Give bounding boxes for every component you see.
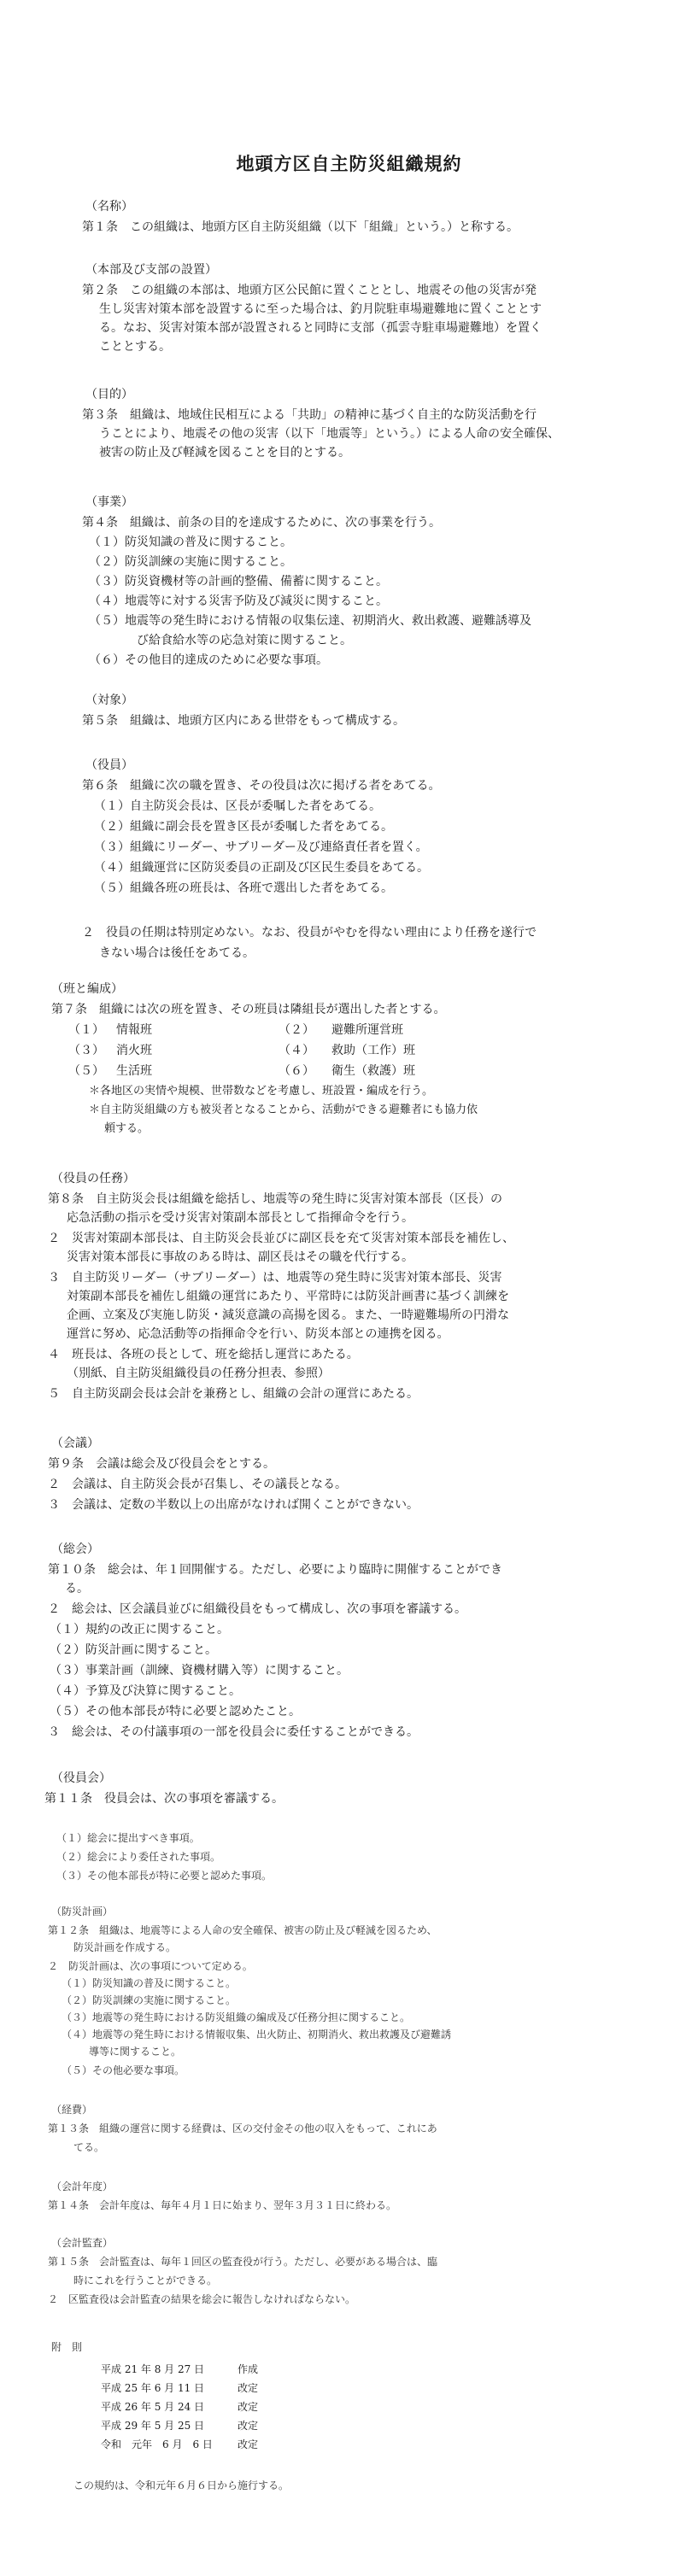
article-text: ２ 区監査役は会計監査の結果を総会に報告しなければならない。 xyxy=(48,2293,356,2305)
revision-action: 改定 xyxy=(238,2382,259,2394)
article-text: （別紙、自主防災組織役員の任務分担表、参照） xyxy=(67,1367,330,1380)
team-name: 情報班 xyxy=(116,1023,152,1037)
article-number: 第４条 xyxy=(82,516,118,530)
section-caption: （班と編成） xyxy=(51,982,123,996)
team-name: 生活班 xyxy=(116,1064,152,1078)
revision-date: 平成 29 年 5 月 25 日 xyxy=(101,2420,205,2432)
article-text: る。なお、災害対策本部が設置されると同時に支部（孤雲寺駐車場避難地）を置く xyxy=(99,321,542,335)
team-name: 救助（工作）班 xyxy=(331,1044,415,1057)
list-item: （５）その他本部長が特に必要と認めたこと。 xyxy=(50,1705,301,1718)
article-number: 第５条 xyxy=(82,714,118,728)
section-caption: （経費） xyxy=(51,2104,93,2116)
section-caption: （本部及び支部の設置） xyxy=(85,263,217,277)
team-number: （５） xyxy=(68,1064,104,1078)
section-caption: （役員） xyxy=(85,758,133,772)
article-text: 運営に努め、応急活動等の指揮命令を行い、防災本部との連携を図る。 xyxy=(67,1327,449,1341)
revision-row xyxy=(101,2398,258,2415)
article-text: この組織の本部は、地頭方区公民館に置くこととし、地震その他の災害が発 xyxy=(130,284,537,297)
section-caption: （名称） xyxy=(85,200,133,214)
article-text: 第１３条 組織の運営に関する経費は、区の交付金その他の収入をもって、これにあ xyxy=(48,2122,437,2134)
team-number: （４） xyxy=(279,1044,314,1057)
team-number: （６） xyxy=(279,1064,314,1078)
article-text: 第１０条 総会は、年１回開催する。ただし、必要により臨時に開催することができ xyxy=(48,1563,502,1577)
section-caption: （事業） xyxy=(85,495,133,509)
revision-row xyxy=(101,2436,258,2453)
revision-date: 令和 元年 6 月 6 日 xyxy=(101,2438,213,2450)
team-number: （２） xyxy=(279,1023,314,1037)
article-text: うことにより、地震その他の災害（以下「地震等」という。）による人命の安全確保、 xyxy=(99,427,560,441)
article-text: 被害の防止及び軽減を図ることを目的とする。 xyxy=(99,446,350,460)
article-text: ５ 自主防災副会長は会計を兼務とし、組織の会計の運営にあたる。 xyxy=(48,1387,419,1401)
section-caption: （役員会） xyxy=(51,1771,111,1785)
article-text: 応急活動の指示を受け災害対策副本部長として指揮命令を行う。 xyxy=(67,1211,414,1225)
article-lead: 組織には次の班を置き、その班員は隣組長が選出した者とする。 xyxy=(99,1003,446,1016)
article-text: こととする。 xyxy=(99,340,171,354)
list-item: （３）地震等の発生時における防災組織の編成及び任務分担に関すること。 xyxy=(62,2011,411,2023)
team-number: （３） xyxy=(68,1044,104,1057)
revision-action: 改定 xyxy=(238,2438,259,2450)
article-text: ３ 会議は、定数の半数以上の出席がなければ開くことができない。 xyxy=(48,1498,419,1512)
paragraph-line: きない場合は後任をあてる。 xyxy=(99,946,255,960)
article-text: 第９条 会議は総会及び役員会をとする。 xyxy=(48,1457,275,1471)
list-item: （１）総会に提出すべき事項。 xyxy=(56,1832,200,1844)
article-lead: 組織は、前条の目的を達成するために、次の事業を行う。 xyxy=(130,516,441,530)
list-item: （６）その他目的達成のために必要な事項。 xyxy=(89,653,328,667)
list-item: （２）組織に副会長を置き区長が委嘱した者をあてる。 xyxy=(94,820,393,834)
list-item: 導等に関すること。 xyxy=(89,2046,182,2058)
article-text: 第８条 自主防災会長は組織を総括し、地震等の発生時に災害対策本部長（区長）の xyxy=(48,1192,502,1206)
list-item: （２）防災訓練の実施に関すること。 xyxy=(89,555,292,569)
team-number: （１） xyxy=(68,1023,104,1037)
article-text: 組織は、地域住民相互による「共助」の精神に基づく自主的な防災活動を行 xyxy=(130,408,537,422)
section-caption: （対象） xyxy=(85,694,133,707)
article-text: 第１４条 会計年度は、毎年４月１日に始まり、翌年３月３１日に終わる。 xyxy=(48,2199,397,2211)
revision-action: 改定 xyxy=(238,2401,259,2413)
team-name: 避難所運営班 xyxy=(331,1023,403,1037)
revision-action: 改定 xyxy=(238,2420,259,2432)
note-line: 頼する。 xyxy=(104,1122,150,1135)
list-item: （３）その他本部長が特に必要と認めた事項。 xyxy=(56,1870,273,1882)
article-text: てる。 xyxy=(73,2141,105,2153)
revision-date: 平成 25 年 6 月 11 日 xyxy=(101,2382,205,2394)
article-text: 生し災害対策本部を設置するに至った場合は、釣月院駐車場避難地に置くこととす xyxy=(99,302,542,316)
article-text: ３ 自主防災リーダー（サブリーダー）は、地震等の発生時に災害対策本部長、災害 xyxy=(48,1271,502,1285)
note-line: ＊自主防災組織の方も被災者となることから、活動ができる避難者にも協力依 xyxy=(89,1104,478,1116)
article-text: 時にこれを行うことができる。 xyxy=(73,2274,218,2286)
revision-row xyxy=(101,2417,258,2434)
article-lead: 組織に次の職を置き、その役員は次に掲げる者をあてる。 xyxy=(130,779,441,793)
revision-row xyxy=(101,2361,258,2378)
article-text: ３ 総会は、その付議事項の一部を役員会に委任することができる。 xyxy=(48,1725,419,1739)
list-item: （４）地震等の発生時における情報収集、出火防止、初期消火、救出救護及び避難誘 xyxy=(62,2029,452,2040)
list-item: （４）組織運営に区防災委員の正副及び区民生委員をあてる。 xyxy=(94,861,429,875)
article-text: 第１１条 役員会は、次の事項を審議する。 xyxy=(44,1792,284,1806)
section-caption: （会議） xyxy=(51,1437,99,1450)
section-caption: （役員の任務） xyxy=(51,1172,135,1186)
section-caption: （目的） xyxy=(85,388,133,401)
list-item: び給食給水等の応急対策に関すること。 xyxy=(137,634,352,647)
list-item: （３）防災資機材等の計画的整備、備蓄に関すること。 xyxy=(89,575,388,588)
list-item: （３）事業計画（訓練、資機材購入等）に関すること。 xyxy=(50,1664,349,1677)
note-line: ＊各地区の実情や規模、世帯数などを考慮し、班設置・編成を行う。 xyxy=(89,1085,434,1098)
revision-row xyxy=(101,2380,258,2397)
article-text: 第１２条 組織は、地震等による人命の安全確保、被害の防止及び軽減を図るため、 xyxy=(48,1924,437,1936)
article-text: ２ 防災計画は、次の事項について定める。 xyxy=(48,1960,253,1972)
article-text: ２ 災害対策副本部長は、自主防災会長並びに副区長を充て災害対策本部長を補佐し、 xyxy=(48,1232,514,1245)
section-caption: （総会） xyxy=(51,1543,99,1556)
revision-action: 作成 xyxy=(238,2363,259,2375)
article-text: 対策副本部長を補佐し組織の運営にあたり、平常時には防災計画書に基づく訓練を xyxy=(67,1290,509,1303)
list-item: （５）その他必要な事項。 xyxy=(62,2064,185,2076)
revision-date: 平成 26 年 5 月 24 日 xyxy=(101,2401,205,2413)
article-number: 第７条 xyxy=(51,1003,87,1016)
list-item: （４）予算及び決算に関すること。 xyxy=(50,1684,241,1698)
list-item: （１）防災知識の普及に関すること。 xyxy=(89,536,292,549)
article-text: る。 xyxy=(65,1582,89,1595)
revision-date: 平成 21 年 8 月 27 日 xyxy=(101,2363,205,2375)
article-text: ２ 会議は、自主防災会長が召集し、その議長となる。 xyxy=(48,1478,347,1491)
list-item: （１）規約の改正に関すること。 xyxy=(50,1623,229,1636)
appendix-heading: 附 則 xyxy=(51,2341,83,2353)
article-text: 災害対策本部長に事故のある時は、副区長はその職を代行する。 xyxy=(67,1250,414,1264)
list-item: （２）総会により委任された事項。 xyxy=(56,1851,221,1863)
article-text: ４ 班長は、各班の長として、班を総括し運営にあたる。 xyxy=(48,1348,359,1361)
paragraph-line: ２ 役員の任期は特別定めない。なお、役員がやむを得ない理由により任務を遂行で xyxy=(82,926,537,940)
list-item: （４）地震等に対する災害予防及び減災に関すること。 xyxy=(89,594,388,608)
list-item: （５）地震等の発生時における情報の収集伝達、初期消火、救出救護、避難誘導及 xyxy=(89,614,531,628)
article-text: 第１５条 会計監査は、毎年１回区の監査役が行う。ただし、必要がある場合は、臨 xyxy=(48,2256,438,2268)
article-text: 企画、立案及び実施し防災・減災意識の高揚を図る。また、一時避難場所の円滑な xyxy=(67,1308,509,1322)
article-number: 第１条 xyxy=(82,220,118,234)
article-number: 第６条 xyxy=(82,779,118,793)
list-item: （１）自主防災会長は、区長が委嘱した者をあてる。 xyxy=(94,799,381,813)
article-number: 第２条 xyxy=(82,284,118,297)
list-item: （３）組織にリーダー、サブリーダー及び連絡責任者を置く。 xyxy=(94,840,428,854)
document-title: 地頭方区自主防災組織規約 xyxy=(236,153,462,174)
article-text: 組織は、地頭方区内にある世帯をもって構成する。 xyxy=(130,714,405,728)
list-item: （２）防災訓練の実施に関すること。 xyxy=(62,1994,237,2006)
article-text: この組織は、地頭方区自主防災組織（以下「組織」という。）と称する。 xyxy=(130,220,519,234)
section-caption: （会計監査） xyxy=(51,2237,114,2249)
list-item: （５）組織各班の班長は、各班で選出した者をあてる。 xyxy=(94,881,393,895)
article-number: 第３条 xyxy=(82,408,118,422)
list-item: （１）防災知識の普及に関すること。 xyxy=(62,1977,237,1989)
article-text: ２ 総会は、区会議員並びに組織役員をもって構成し、次の事項を審議する。 xyxy=(48,1602,466,1616)
section-caption: （会計年度） xyxy=(51,2181,114,2193)
effective-date-statement: この規約は、令和元年６月６日から施行する。 xyxy=(73,2479,290,2491)
section-caption: （防災計画） xyxy=(51,1906,114,1917)
article-text: 防災計画を作成する。 xyxy=(73,1941,177,1953)
team-name: 衛生（救護）班 xyxy=(331,1064,415,1078)
list-item: （２）防災計画に関すること。 xyxy=(50,1643,217,1657)
team-name: 消火班 xyxy=(116,1044,152,1057)
